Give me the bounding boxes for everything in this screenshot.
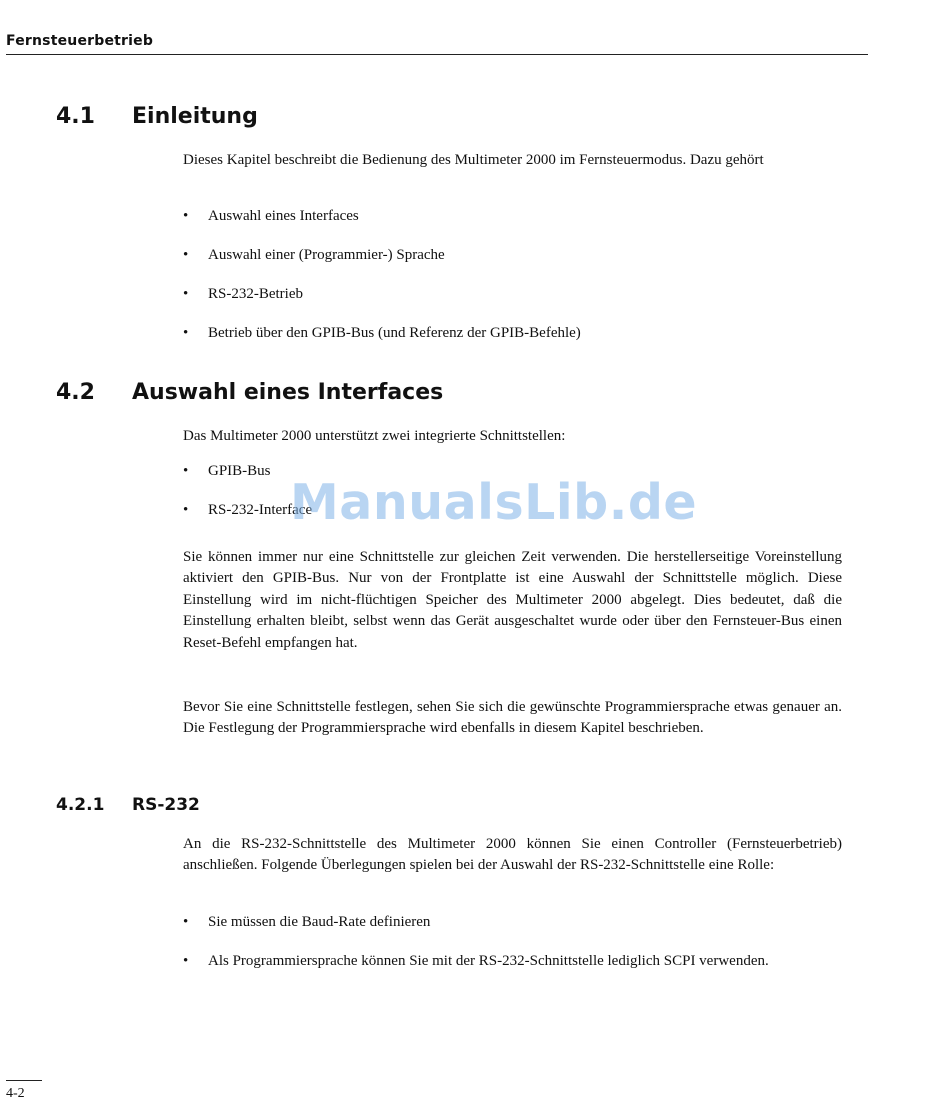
intro-paragraph-4-2-1: An die RS-232-Schnittstelle des Multimeter 2000 können Sie einen Controller (Fernsteuerbetrieb) anschließen. Folgende Überlegungen spielen bei der Auswahl der RS-232-Schnittstelle eine Rolle: — [183, 836, 842, 874]
header-rule — [6, 54, 868, 55]
section-title: Auswahl eines Interfaces — [132, 380, 444, 405]
bullet-icon: • — [183, 953, 189, 969]
list-item: • RS-232-Betrieb — [183, 284, 842, 305]
watermark: ManualsLib.de — [290, 474, 698, 531]
intro-paragraph-4-2: Das Multimeter 2000 unterstützt zwei integrierte Schnittstellen: — [183, 428, 566, 444]
bullet-icon: • — [183, 914, 189, 930]
subsection-heading-4-2-1 — [56, 795, 356, 817]
running-header: Fernsteuerbetrieb — [6, 33, 154, 49]
bullet-icon: • — [183, 247, 189, 263]
list-item: • Betrieb über den GPIB-Bus (und Referenz der GPIB-Befehle) — [183, 323, 842, 344]
list-item: • GPIB-Bus — [183, 461, 842, 482]
section-number: 4.1 — [56, 104, 95, 129]
body-paragraph: Bevor Sie eine Schnittstelle festlegen, sehen Sie sich die gewünschte Programmiersprache etwas genauer an. Die Festlegung der Programmiersprache wird ebenfalls in diesem Kapitel beschrieben. — [183, 699, 842, 737]
list-item: • Als Programmiersprache können Sie mit der RS-232-Schnittstelle lediglich SCPI verwenden. — [183, 951, 842, 972]
bullet-icon: • — [183, 208, 189, 224]
intro-paragraph-4-1: Dieses Kapitel beschreibt die Bedienung des Multimeter 2000 im Fernsteuermodus. Dazu gehört — [183, 152, 764, 168]
bullet-icon: • — [183, 463, 189, 479]
list-item: • Auswahl einer (Programmier-) Sprache — [183, 245, 842, 266]
section-title: Einleitung — [132, 104, 258, 129]
list-item: • Auswahl eines Interfaces — [183, 206, 842, 227]
bullet-icon: • — [183, 325, 189, 341]
section-heading-4-1 — [56, 104, 556, 132]
list-item: • RS-232-Interface — [183, 500, 842, 521]
page-number: 4-2 — [6, 1086, 25, 1101]
body-paragraph: Sie können immer nur eine Schnittstelle zur gleichen Zeit verwenden. Die herstellerseitige Voreinstellung aktiviert den GPIB-Bus. Nur von der Frontplatte ist eine Auswahl der Schnittstelle möglich. Diese Einstellung wird im nicht-flüchtigen Speicher des Multimeter 2000 abgelegt. Dies bedeutet, daß die Einstellung erhalten bleibt, selbst wenn das Gerät ausgeschaltet wurde oder über den Fernsteuer-Bus einen Reset-Befehl empfangen hat. — [183, 549, 842, 651]
bullet-icon: • — [183, 502, 189, 518]
bullet-icon: • — [183, 286, 189, 302]
section-title: RS-232 — [132, 795, 200, 815]
section-heading-4-2 — [56, 380, 556, 408]
list-item: • Sie müssen die Baud-Rate definieren — [183, 912, 842, 933]
section-number: 4.2.1 — [56, 795, 105, 815]
footer-rule — [6, 1080, 42, 1081]
section-number: 4.2 — [56, 380, 95, 405]
